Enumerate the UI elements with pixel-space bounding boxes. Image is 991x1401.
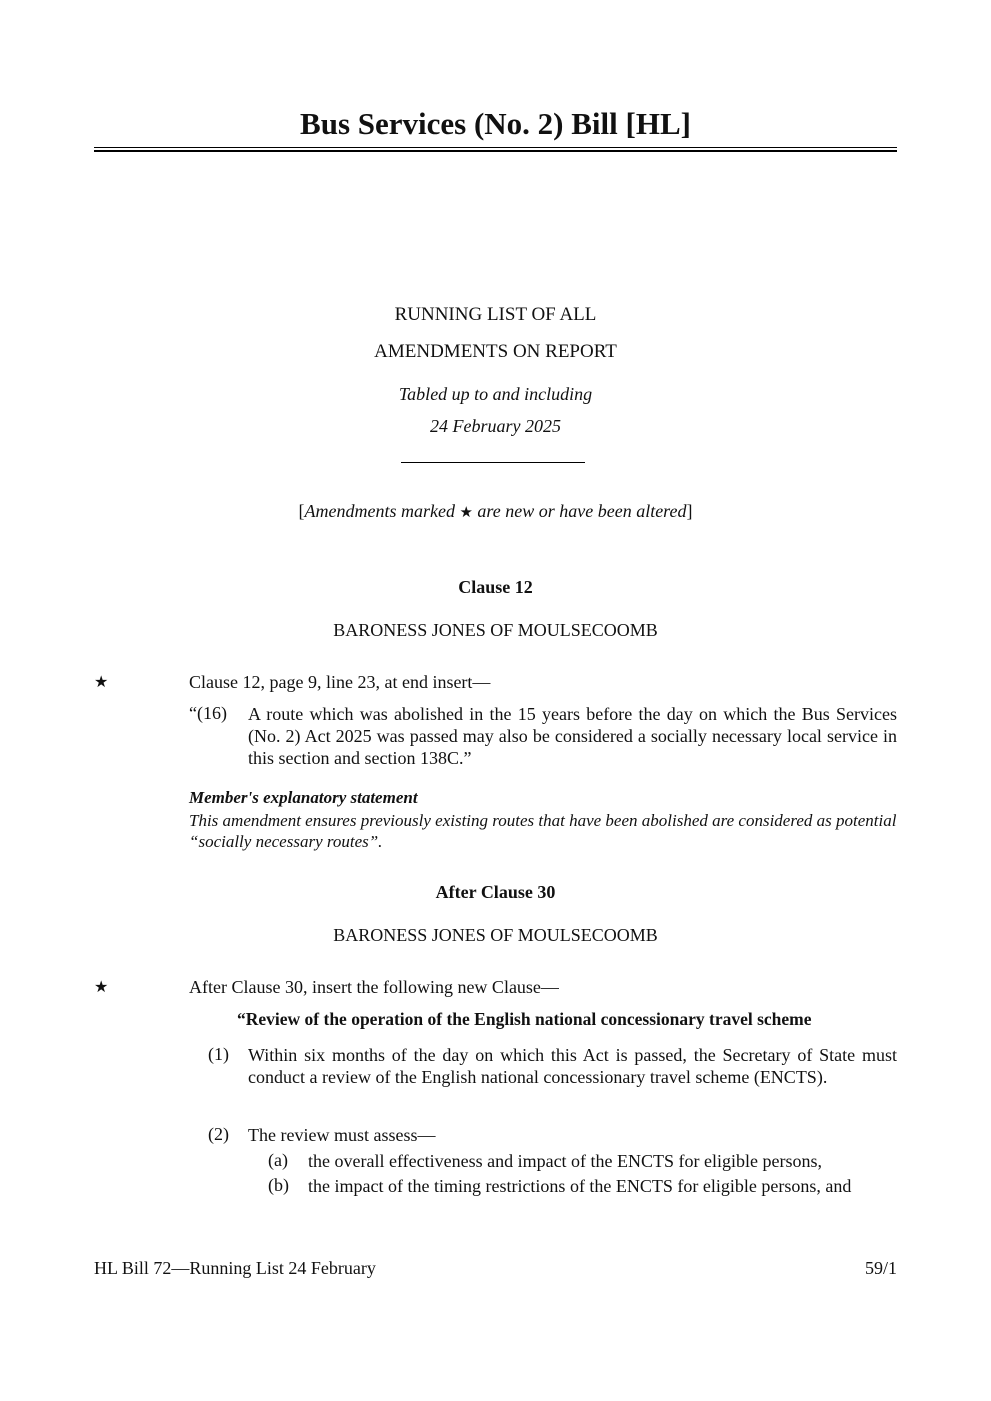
footer-page-number: 59/1 <box>864 1258 897 1278</box>
section-heading-clause-12: Clause 12 <box>458 577 533 597</box>
tabled-date: 24 February 2025 <box>430 416 561 436</box>
star-icon: ★ <box>459 503 473 521</box>
subtitle-line-2: AMENDMENTS ON REPORT <box>374 341 617 362</box>
title-rule-thin <box>94 147 897 148</box>
subsection-number: “(16) <box>189 703 227 723</box>
subsection-number: (1) <box>208 1044 229 1064</box>
title-rule-thick <box>94 150 897 152</box>
member-name: BARONESS JONES OF MOULSECOOMB <box>333 620 658 640</box>
amendment-instruction: After Clause 30, insert the following new Clause— <box>189 977 559 997</box>
paragraph-label: (b) <box>268 1175 289 1195</box>
paragraph-label: (a) <box>268 1150 288 1170</box>
bill-title: Bus Services (No. 2) Bill [HL] <box>300 106 691 141</box>
explanatory-statement-text: This amendment ensures previously existing routes that have been abolished are considered as potential “socially necessary routes”. <box>189 811 897 851</box>
tabled-line-1: Tabled up to and including <box>398 384 593 404</box>
notice-bracket-open: [ <box>298 501 305 521</box>
notice-text-before: Amendments marked <box>304 501 460 521</box>
notice-bracket-close: ] <box>686 501 693 521</box>
star-icon: ★ <box>94 672 109 691</box>
new-clause-title: “Review of the operation of the English national concessionary travel scheme <box>237 1009 812 1029</box>
subsection-text: The review must assess— <box>248 1125 436 1145</box>
footer-bill-reference: HL Bill 72—Running List 24 February <box>94 1258 376 1278</box>
amendment-instruction: Clause 12, page 9, line 23, at end insert— <box>189 672 491 692</box>
subsection-number: (2) <box>208 1124 229 1144</box>
paragraph-text: the impact of the timing restrictions of the ENCTS for eligible persons, and <box>308 1176 852 1196</box>
member-name: BARONESS JONES OF MOULSECOOMB <box>333 925 658 945</box>
notice-text-after: are new or have been altered <box>472 501 687 521</box>
subsection-text: Within six months of the day on which this Act is passed, the Secretary of State must conduct a review of the English national concessionary travel scheme (ENCTS). <box>248 1045 897 1087</box>
subsection-text: A route which was abolished in the 15 years before the day on which the Bus Services (No. 2) Act 2025 was passed may also be considered a socially necessary local service in this section and section 138C.” <box>248 704 897 768</box>
paragraph-text: the overall effectiveness and impact of the ENCTS for eligible persons, <box>308 1151 823 1171</box>
separator-rule <box>401 462 585 463</box>
star-icon: ★ <box>94 977 109 996</box>
section-heading-after-clause-30: After Clause 30 <box>435 882 556 902</box>
notice <box>94 501 897 522</box>
explanatory-statement-title: Member's explanatory statement <box>189 788 418 807</box>
subtitle-line-1: RUNNING LIST OF ALL <box>394 304 597 325</box>
